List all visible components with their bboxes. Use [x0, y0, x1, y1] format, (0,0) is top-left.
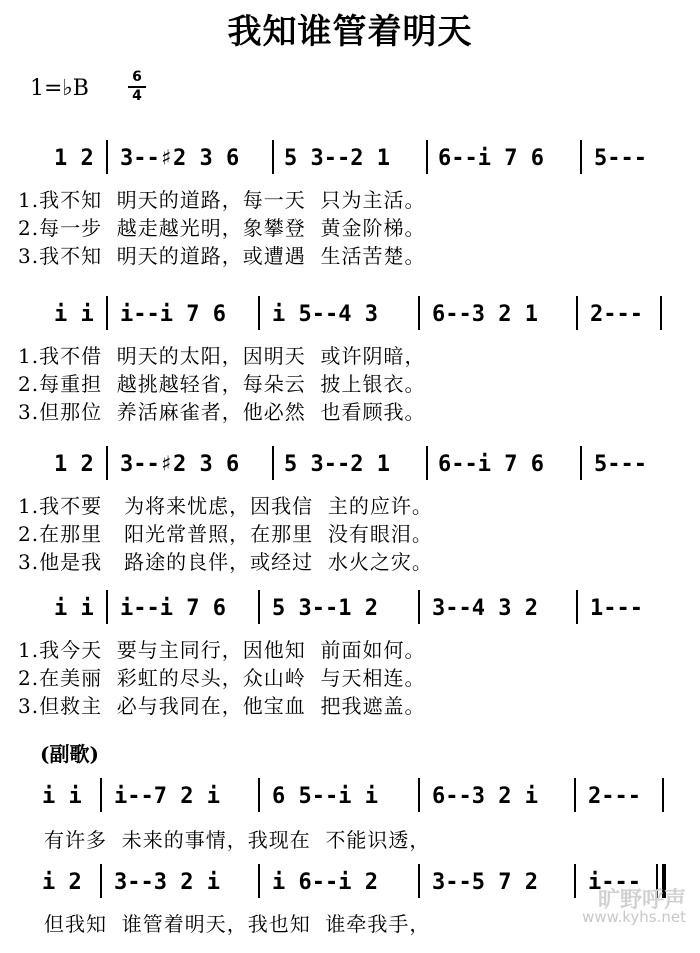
notation-row-chorus-2 [34, 870, 674, 900]
barline [106, 140, 108, 174]
measure: i--- [588, 870, 641, 895]
measure: 3--3 2 i [114, 870, 220, 895]
lyric-line: 1.我不要 为将来忧虑，因我信 主的应许。 [18, 494, 433, 518]
notation-row-1 [46, 146, 666, 176]
barline [100, 778, 102, 812]
key-signature: 1=♭B [30, 76, 89, 101]
measure: i--7 2 i [114, 784, 220, 809]
barline [662, 778, 664, 812]
measure: 2--- [590, 302, 643, 327]
barline [106, 446, 108, 480]
measure: i 2 [42, 870, 82, 895]
barline [576, 296, 578, 330]
barline [418, 296, 420, 330]
barline [258, 296, 260, 330]
lyric-line: 有许多 未来的事情，我现在 不能识透， [44, 828, 431, 852]
measure: 1 2 [54, 146, 94, 171]
lyric-line: 3.但救主 必与我同在，他宝血 把我遮盖。 [18, 694, 426, 718]
lyric-line: 3.他是我 路途的良伴，或经过 水火之灾。 [18, 550, 433, 574]
barline [574, 864, 576, 898]
lyric-line: 2.在那里 阳光常普照，在那里 没有眼泪。 [18, 522, 433, 546]
barline [258, 864, 260, 898]
measure: 6--3 2 1 [432, 302, 538, 327]
measure: 2--- [588, 784, 641, 809]
time-signature-bottom: 4 [132, 88, 142, 104]
barline [272, 140, 274, 174]
measure: 5--- [594, 146, 647, 171]
barline [576, 590, 578, 624]
measure: 5 3--2 1 [284, 452, 390, 477]
measure: 5--- [594, 452, 647, 477]
measure: 5 3--2 1 [284, 146, 390, 171]
notation-row-2 [46, 302, 666, 332]
measure: i i [54, 596, 94, 621]
barline [580, 140, 582, 174]
barline [100, 864, 102, 898]
lyric-line: 2.每一步 越走越光明，象攀登 黄金阶梯。 [18, 216, 426, 240]
lyric-line: 1.我不知 明天的道路，每一天 只为主活。 [18, 188, 426, 212]
barline [258, 778, 260, 812]
lyric-line: 2.每重担 越挑越轻省，每朵云 披上银衣。 [18, 372, 426, 396]
measure: i 6--i 2 [272, 870, 378, 895]
measure: 6 5--i i [272, 784, 378, 809]
song-title: 我知谁管着明天 [227, 12, 473, 52]
measure: 3--♯2 3 6 [120, 452, 240, 477]
chorus-label: (副歌) [40, 742, 99, 766]
measure: 3--4 3 2 [432, 596, 538, 621]
watermark-url: www.kyhs.net [582, 908, 686, 926]
measure: 3--5 7 2 [432, 870, 538, 895]
time-signature [128, 70, 146, 104]
measure: 6--i 7 6 [438, 452, 544, 477]
notation-row-4 [46, 596, 666, 626]
lyric-line: 1.我不借 明天的太阳，因明天 或许阴暗， [18, 344, 426, 368]
time-signature-top: 6 [132, 69, 142, 85]
measure: 1--- [590, 596, 643, 621]
lyric-line: 但我知 谁管着明天，我也知 谁牵我手， [44, 912, 431, 936]
barline [660, 296, 662, 330]
measure: i--i 7 6 [120, 302, 226, 327]
measure: 1 2 [54, 452, 94, 477]
measure: 3--♯2 3 6 [120, 146, 240, 171]
notation-row-3 [46, 452, 666, 482]
lyric-line: 1.我今天 要与主同行，因他知 前面如何。 [18, 638, 426, 662]
measure: i 5--4 3 [272, 302, 378, 327]
measure: i--i 7 6 [120, 596, 226, 621]
barline [272, 446, 274, 480]
lyric-line: 3.我不知 明天的道路，或遭遇 生活苦楚。 [18, 244, 426, 268]
watermark [582, 888, 686, 926]
barline [574, 778, 576, 812]
barline [426, 446, 428, 480]
measure: 6--3 2 i [432, 784, 538, 809]
barline [426, 140, 428, 174]
barline [580, 446, 582, 480]
barline [258, 590, 260, 624]
barline [106, 296, 108, 330]
measure: 5 3--1 2 [272, 596, 378, 621]
lyric-line: 2.在美丽 彩虹的尽头，众山岭 与天相连。 [18, 666, 426, 690]
measure: i i [54, 302, 94, 327]
measure: 6--i 7 6 [438, 146, 544, 171]
barline [418, 590, 420, 624]
barline [418, 778, 420, 812]
watermark-name: 旷野呼声 [597, 888, 686, 913]
notation-row-chorus-1 [34, 784, 674, 814]
barline [106, 590, 108, 624]
barline [418, 864, 420, 898]
measure: i i [42, 784, 82, 809]
lyric-line: 3.但那位 养活麻雀者，他必然 也看顾我。 [18, 400, 426, 424]
